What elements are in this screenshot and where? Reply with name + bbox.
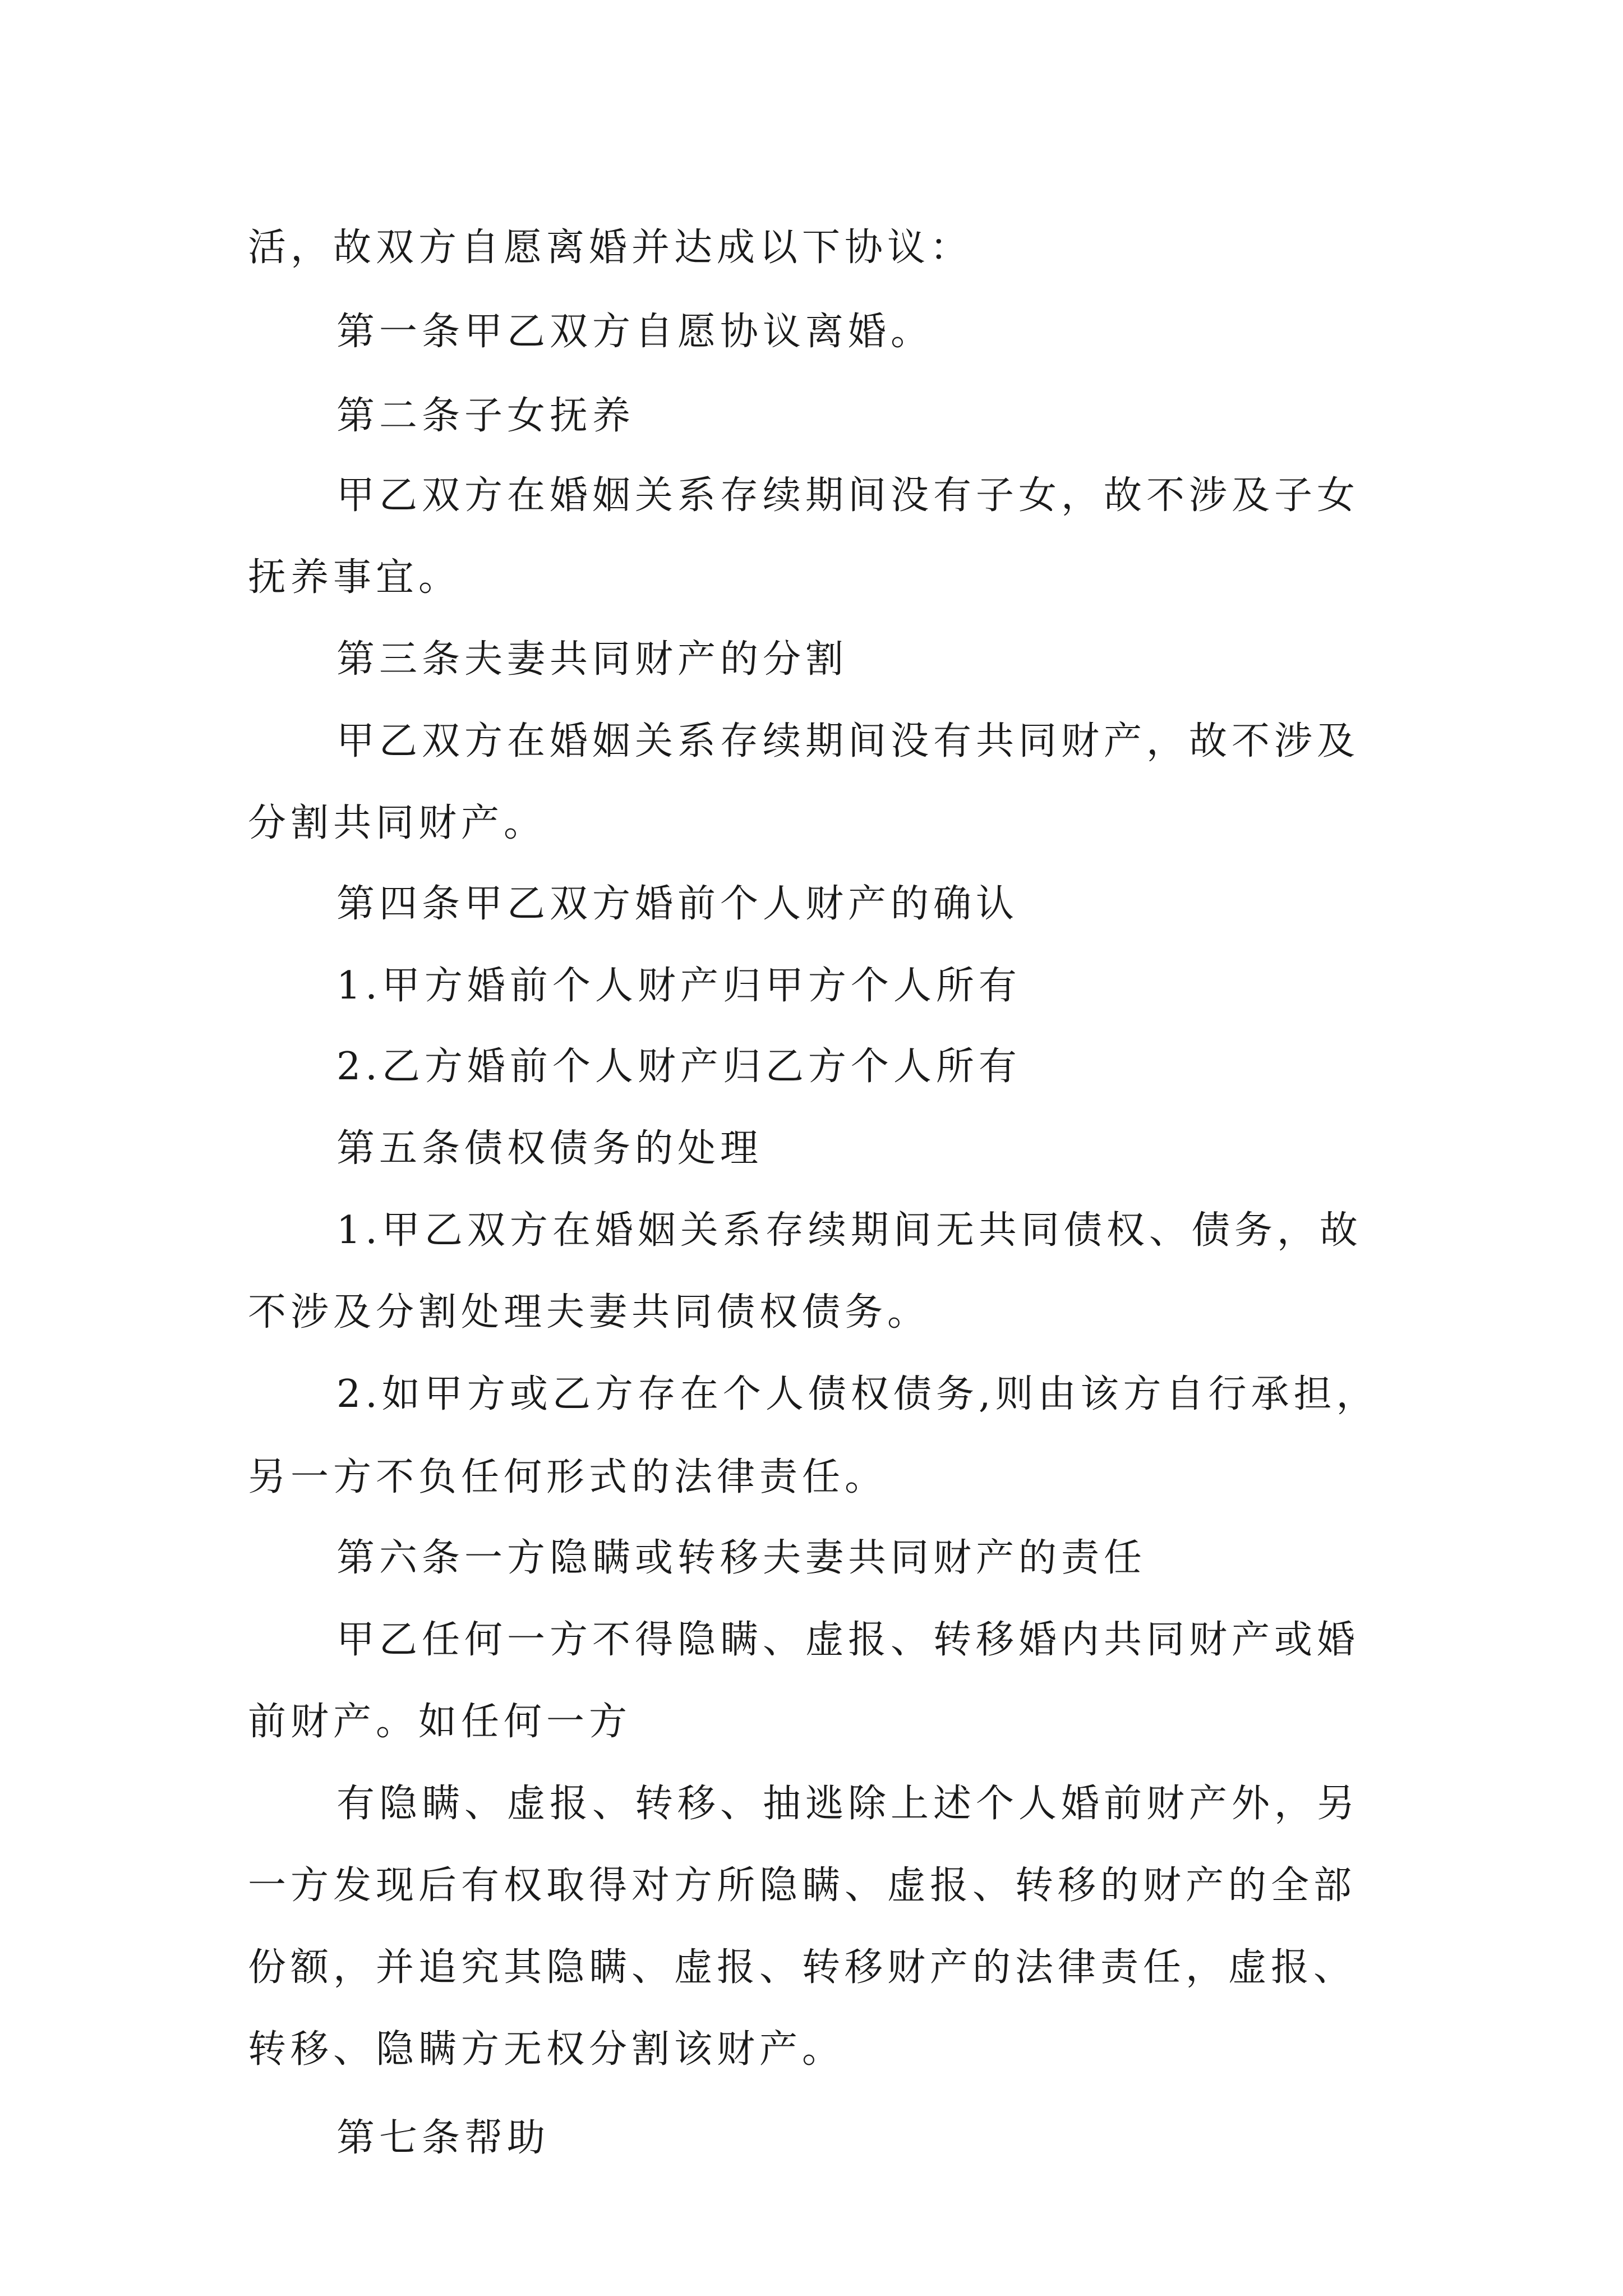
text-line: 第五条债权债务的处理: [336, 1126, 763, 1171]
text-line: 前财产。如任何一方: [248, 1700, 632, 1744]
text-line: 分割共同财产。: [248, 801, 547, 845]
text-line: 一方发现后有权取得对方所隐瞒、虚报、转移的财产的全部: [248, 1864, 1357, 1908]
text-line: 2.乙方婚前个人财产归乙方个人所有: [336, 1045, 1021, 1089]
text-line: 第七条帮助: [336, 2116, 550, 2160]
text-line: 份额，并追究其隐瞒、虚报、转移财产的法律责任，虚报、: [248, 1945, 1357, 1990]
text-line: 甲乙任何一方不得隐瞒、虚报、转移婚内共同财产或婚: [336, 1618, 1360, 1662]
text-line: 另一方不负任何形式的法律责任。: [248, 1455, 888, 1499]
text-line: 第二条子女抚养: [336, 394, 635, 438]
text-line: 第六条一方隐瞒或转移夫妻共同财产的责任: [336, 1536, 1147, 1580]
text-line: 1.甲乙双方在婚姻关系存续期间无共同债权、债务，故: [336, 1208, 1362, 1253]
text-line: 不涉及分割处理夫妻共同债权债务。: [248, 1290, 930, 1335]
text-line: 有隐瞒、虚报、转移、抽逃除上述个人婚前财产外，另: [336, 1782, 1360, 1826]
text-line: 第三条夫妻共同财产的分割: [336, 637, 849, 682]
text-line: 转移、隐瞒方无权分割该财产。: [248, 2027, 845, 2072]
text-line: 第四条甲乙双方婚前个人财产的确认: [336, 882, 1019, 926]
text-line: 1.甲方婚前个人财产归甲方个人所有: [336, 964, 1021, 1008]
text-line: 第一条甲乙双方自愿协议离婚。: [336, 310, 934, 354]
text-line: 2.如甲方或乙方存在个人债权债务,则由该方自行承担，: [336, 1372, 1379, 1416]
text-line: 抚养事宜。: [248, 555, 462, 600]
text-line: 甲乙双方在婚姻关系存续期间没有子女，故不涉及子女: [336, 473, 1360, 518]
text-line: 甲乙双方在婚姻关系存续期间没有共同财产，故不涉及: [336, 719, 1360, 763]
text-line: 活，故双方自愿离婚并达成以下协议：: [248, 226, 973, 270]
